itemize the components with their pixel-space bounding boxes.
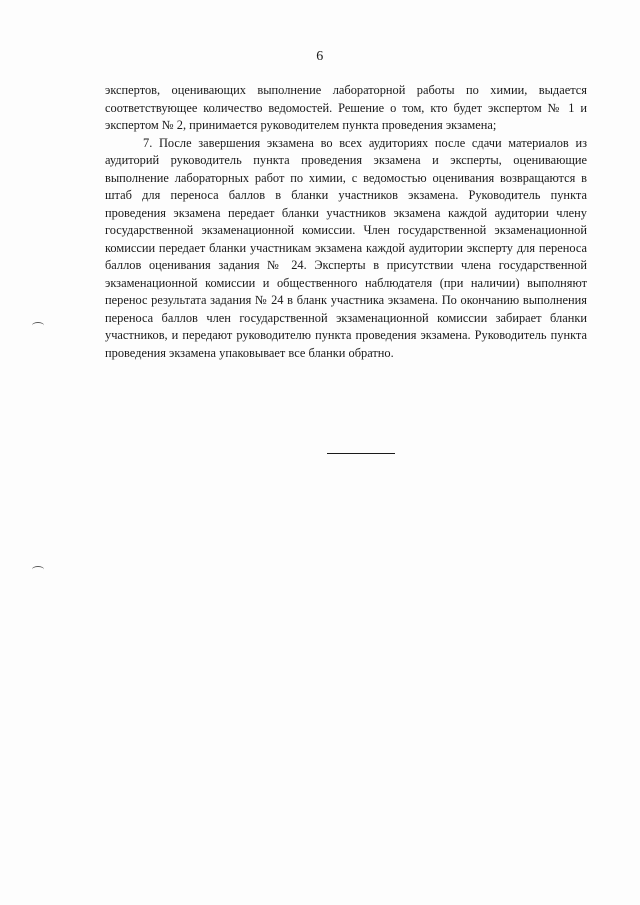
paragraph-continuation: экспертов, оценивающих выполнение лабораторной работы по химии, выдается соответствующее количество ведомостей. Решение о том, кто будет экспертом № 1 и экспертом № 2, принимается руководителем пункта проведения экзамена;	[105, 83, 587, 132]
binding-hole-mark	[32, 322, 44, 329]
page-number: 6	[316, 49, 324, 64]
end-of-text-rule	[327, 453, 395, 454]
paragraph-item-7: 7. После завершения экзамена во всех аудиториях после сдачи материалов из аудиторий руководитель пункта проведения экзамена и эксперты, оценивающие выполнение лабораторных работ по химии, с ведомостью оценивания возвращаются в штаб для переноса баллов в бланки участников экзамена. Руководитель пункта проведения экзамена передает бланки участников экзамена каждой аудитории члену государственной экзаменационной комиссии. Член государственной экзаменационной комиссии передает бланки участникам экзамена каждой аудитории эксперту для переноса баллов оценивания задания № 24. Эксперты в присутствии члена государственной экзаменационной комиссии и общественного наблюдателя (при наличии) выполняют перенос результата задания № 24 в бланк участника экзамена. По окончанию выполнения переноса баллов член государственной экзаменационной комиссии забирает бланки участников, и передают руководителю пункта проведения экзамена. Руководитель пункта проведения экзамена упаковывает все бланки обратно.	[105, 135, 587, 360]
document-body	[105, 82, 587, 362]
binding-hole-mark	[32, 566, 44, 573]
